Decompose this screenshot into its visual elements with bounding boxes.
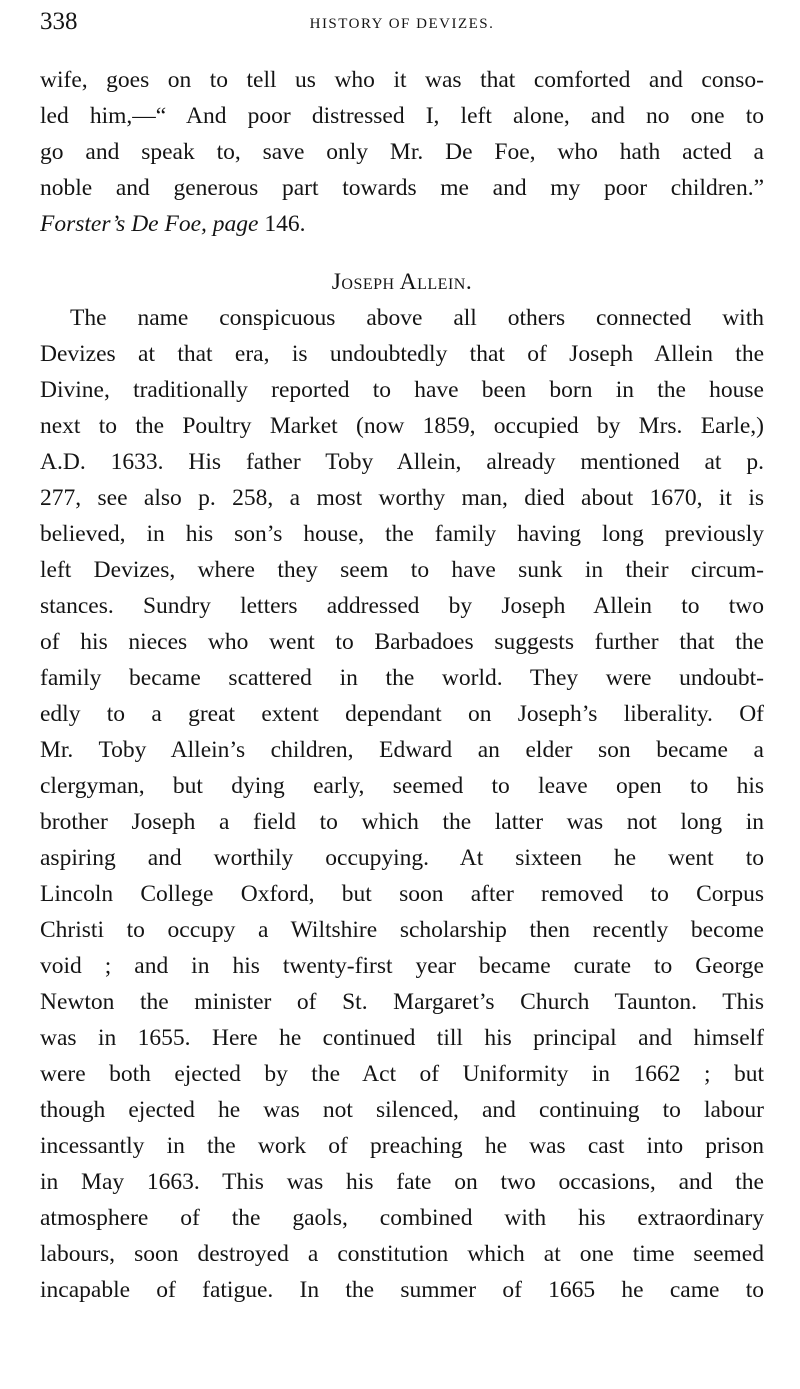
text-line: clergyman, but dying early, seemed to leave open to his [40, 773, 764, 799]
citation-source: Forster’s De Foe, page [40, 211, 259, 237]
text-line: incapable of fatigue. In the summer of 1665 he came to [40, 1277, 764, 1303]
text-line: led him,—“ And poor distressed I, left alone, and no one to [40, 103, 764, 129]
text-line: Divine, traditionally reported to have been born in the house [40, 377, 764, 403]
text-line: labours, soon destroyed a constitution which at one time seemed [40, 1241, 764, 1267]
text-line: Christi to occupy a Wiltshire scholarship then recently become [40, 917, 764, 943]
text-line: Mr. Toby Allein’s children, Edward an elder son became a [40, 737, 764, 763]
section-paragraph [40, 300, 764, 1308]
paragraph-continuation [40, 62, 764, 242]
text-line: aspiring and worthily occupying. At sixteen he went to [40, 845, 764, 871]
text-line: noble and generous part towards me and my poor children.” [40, 175, 764, 201]
text-line: incessantly in the work of preaching he was cast into prison [40, 1133, 764, 1159]
citation-line [40, 206, 764, 242]
running-title: HISTORY OF DEVIZES. [309, 16, 495, 32]
text-line: Devizes at that era, is undoubtedly that of Joseph Allein the [40, 341, 764, 367]
text-line: stances. Sundry letters addressed by Joseph Allein to two [40, 593, 764, 619]
text-line: in May 1663. This was his fate on two occasions, and the [40, 1169, 764, 1195]
text-line: go and speak to, save only Mr. De Foe, who hath acted a [40, 139, 764, 165]
text-line: A.D. 1633. His father Toby Allein, already mentioned at p. [40, 449, 764, 475]
page-header [40, 6, 764, 38]
text-line: wife, goes on to tell us who it was that comforted and conso- [40, 67, 764, 93]
section-heading: Joseph Allein. [331, 269, 473, 295]
text-line: 277, see also p. 258, a most worthy man, died about 1670, it is [40, 485, 764, 511]
page-number: 338 [40, 8, 78, 35]
text-line: atmosphere of the gaols, combined with his extraordinary [40, 1205, 764, 1231]
text-line: Newton the minister of St. Margaret’s Church Taunton. This [40, 989, 764, 1015]
text-line: though ejected he was not silenced, and continuing to labour [40, 1097, 764, 1123]
text-line: were both ejected by the Act of Uniformity in 1662 ; but [40, 1061, 764, 1087]
text-line: brother Joseph a field to which the latter was not long in [40, 809, 764, 835]
body-text [40, 62, 764, 1308]
text-line: edly to a great extent dependant on Joseph’s liberality. Of [40, 701, 764, 727]
text-line: family became scattered in the world. They were undoubt- [40, 665, 764, 691]
text-line: next to the Poultry Market (now 1859, occupied by Mrs. Earle,) [40, 413, 764, 439]
text-line: was in 1655. Here he continued till his principal and himself [40, 1025, 764, 1051]
text-line: of his nieces who went to Barbadoes suggests further that the [40, 629, 764, 655]
text-line: The name conspicuous above all others connected with [70, 305, 764, 331]
text-line: believed, in his son’s house, the family having long previously [40, 521, 764, 547]
text-line: left Devizes, where they seem to have sunk in their circum- [40, 557, 764, 583]
citation-page-number: 146. [258, 211, 306, 237]
text-line: Lincoln College Oxford, but soon after removed to Corpus [40, 881, 764, 907]
text-line: void ; and in his twenty-first year became curate to George [40, 953, 764, 979]
